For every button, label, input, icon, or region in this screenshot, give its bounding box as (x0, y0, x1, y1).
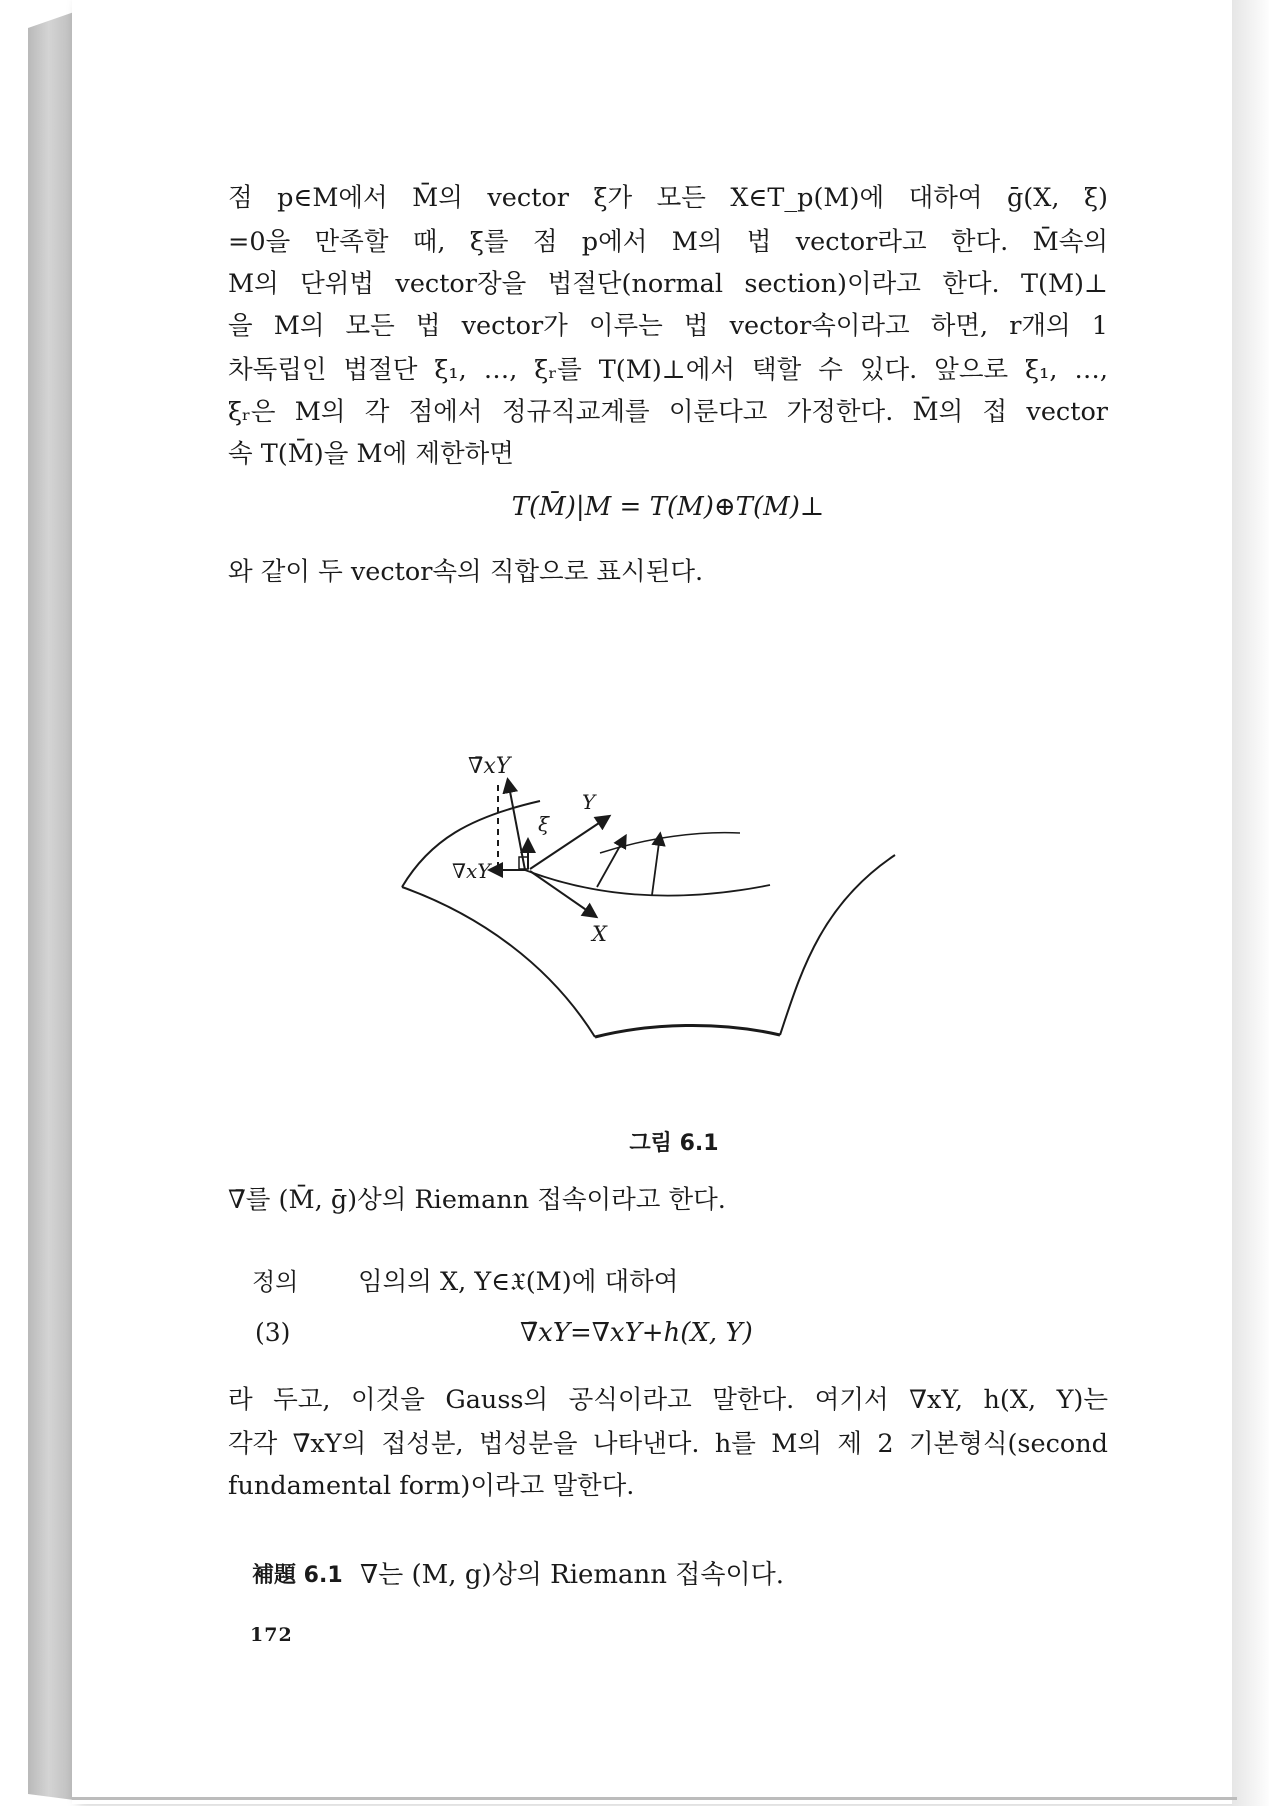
page-number: 172 (250, 1624, 293, 1646)
label-y: Y (582, 790, 596, 814)
label-nabla-xy: ∇xY (452, 859, 491, 883)
surface-right-edge (780, 855, 895, 1035)
gauss-formula: ∇̄xY=∇xY+h(X, Y) (520, 1318, 753, 1348)
equation-number-3: (3) (255, 1318, 291, 1347)
gauss-line-1: 라 두고, 이것을 Gauss의 공식이라고 말한다. 여기서 ∇xY, h(X, Y)는 (228, 1385, 1108, 1415)
y-vector-3 (652, 835, 660, 895)
body-line-7: 속 T(M̄)을 M에 제한하면 (228, 439, 514, 469)
body-line-2: =0을 만족할 때, ξ를 점 p에서 M의 법 vector라고 한다. M̄속의 (228, 227, 1108, 257)
definition-label: 정의 (252, 1268, 299, 1296)
page-bottom-edge (72, 1797, 1237, 1800)
body-line-6: ξᵣ은 M의 각 점에서 정규직교계를 이룬다고 가정한다. M̄의 접 vector (228, 397, 1108, 427)
y-vector-2 (597, 837, 625, 887)
page-edge-shade (1232, 0, 1269, 1806)
x-vector (530, 871, 595, 916)
connection-line: ∇̄를 (M̄, ḡ)상의 Riemann 접속이라고 한다. (228, 1185, 726, 1215)
gauss-line-3: fundamental form)이라고 말한다. (228, 1471, 635, 1501)
equation-direct-sum: T(M̄)|M = T(M)⊕T(M)⊥ (511, 492, 825, 522)
label-nabla-bar-xy: ∇̄xY (468, 754, 511, 779)
gauss-line-2: 각각 ∇̄xY의 접성분, 법성분을 나타낸다. h를 M의 제 2 기본형식(second (228, 1429, 1108, 1459)
label-xi: ξ (538, 812, 550, 836)
after-equation-line: 와 같이 두 vector속의 직합으로 표시된다. (228, 557, 704, 587)
figure-caption: 그림 6.1 (629, 1131, 719, 1156)
definition-text: 임의의 X, Y∈𝔛(M)에 대하여 (358, 1267, 679, 1297)
surface-bottom-edge (595, 1025, 780, 1037)
book-spine (28, 12, 74, 1800)
figure-surface-diagram (390, 745, 930, 1075)
label-x: X (592, 922, 607, 946)
surface-left-edge (402, 887, 595, 1037)
body-line-1: 점 p∈M에서 M̄의 vector ξ가 모든 X∈T_p(M)에 대하여 ḡ(X, ξ) (228, 183, 1108, 213)
lemma-text: ∇는 (M, g)상의 Riemann 접속이다. (360, 1560, 785, 1590)
body-line-3: M의 단위법 vector장을 법절단(normal section)이라고 한다. T(M)⊥ (228, 269, 1108, 299)
body-line-5: 차독립인 법절단 ξ₁, …, ξᵣ를 T(M)⊥에서 택할 수 있다. 앞으로 ξ₁, …, (228, 355, 1108, 385)
body-line-4: 을 M의 모든 법 vector가 이루는 법 vector속이라고 하면, r개의 1 (228, 311, 1108, 341)
lemma-label: 補題 6.1 (252, 1563, 343, 1588)
